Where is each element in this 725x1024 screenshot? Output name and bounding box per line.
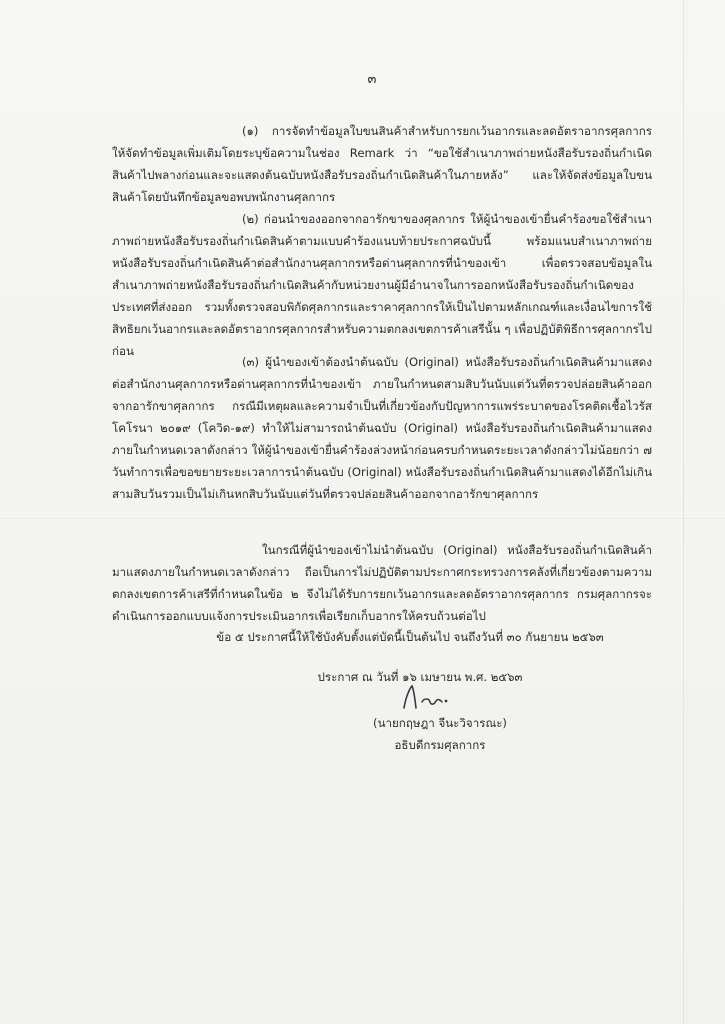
page-number: ๓ [367,72,377,87]
paper-fold-line [683,0,684,1024]
signer-name: (นายกฤษฎา จีนะวิจารณะ) [373,716,507,730]
paragraph-noncompliance: ในกรณีที่ผู้นำของเข้าไม่นำต้นฉบับ (Original) หนังสือรับรองถิ่นกำเนิดสินค้ามาแสดงภายในกำหนดเวลาดังกล่าว ถือเป็นการไม่ปฏิบัติตามประกาศกระทรวงการคลังที่เกี่ยวข้องตามความตกลงเขตการค้าเสรีที่กำหนดในข้อ ๒ จึงไม่ได้รับการยกเว้นอากรและลดอัตราอากรศุลกากร กรมศุลกากรจะดำเนินการออกแบบแจ้งการประเมินอากรเพื่อเรียกเก็บอากรให้ครบถ้วนต่อไป [112,543,652,623]
paragraph-clause-4-3: (๓) ผู้นำของเข้าต้องนำต้นฉบับ (Original) หนังสือรับรองถิ่นกำเนิดสินค้ามาแสดงต่อสำนักงานศุลกากรหรือด่านศุลกากรที่นำของเข้า ภายในกำหนดสามสิบวันนับแต่วันที่ตรวจปล่อยสินค้าออกจากอารักขาศุลกากร กรณีมีเหตุผลและความจำเป็นที่เกี่ยวข้องกับปัญหาการแพร่ระบาดของโรคติดเชื้อไวรัสโคโรนา ๒๐๑๙ (โควิด-๑๙) ทำให้ไม่สามารถนำต้นฉบับ (Original) หนังสือรับรองถิ่นกำเนิดสินค้ามาแสดงภายในกำหนดเวลาดังกล่าว ให้ผู้นำของเข้ายื่นคำร้องล่วงหน้าก่อนครบกำหนดระยะเวลาดังกล่าวไม่น้อยกว่า ๗ วันทำการเพื่อขอขยายระยะเวลาการนำต้นฉบับ (Original) หนังสือรับรองถิ่นกำเนิดสินค้ามาแสดงได้อีกไม่เกินสามสิบวันรวมเป็นไม่เกินหกสิบวันนับแต่วันที่ตรวจปล่อยสินค้าออกจากอารักขาศุลกากร [112,355,652,501]
paper-fold-line-horizontal [0,518,725,519]
signer-position: อธิบดีกรมศุลกากร [394,738,486,752]
paragraph-clause-4-2: (๒) ก่อนนำของออกจากอารักขาของศุลกากร ให้ผู้นำของเข้ายื่นคำร้องขอใช้สำเนาภาพถ่ายหนังสือรับรองถิ่นกำเนิดสินค้าตามแบบคำร้องแนบท้ายประกาศฉบับนี้ พร้อมแนบสำเนาภาพถ่ายหนังสือรับรองถิ่นกำเนิดสินค้าต่อสำนักงานศุลกากรหรือด่านศุลกากรที่นำของเข้า เพื่อตรวจสอบข้อมูลในสำเนาภาพถ่ายหนังสือรับรองถิ่นกำเนิดสินค้ากับหน่วยงานผู้มีอำนาจในการออกหนังสือรับรองถิ่นกำเนิดของประเทศที่ส่งออก รวมทั้งตรวจสอบพิกัดศุลกากรและราคาศุลกากรให้เป็นไปตามหลักเกณฑ์และเงื่อนไขการใช้สิทธิยกเว้นอากรและลดอัตราอากรศุลกากรสำหรับความตกลงเขตการค้าเสรีนั้น ๆ เพื่อปฏิบัติพิธีการศุลกากรไปก่อน [112,212,652,358]
announcement-date: ประกาศ ณ วันที่ ๑๖ เมษายน พ.ศ. ๒๕๖๓ [317,670,523,684]
paragraph-clause-4-1: (๑) การจัดทำข้อมูลใบขนสินค้าสำหรับการยกเว้นอากรและลดอัตราอากรศุลกากร ให้จัดทำข้อมูลเพิ่มเติมโดยระบุข้อความในช่อง Remark ว่า “ขอใช้สำเนาภาพถ่ายหนังสือรับรองถิ่นกำเนิดสินค้าไปพลางก่อนและจะแสดงต้นฉบับหนังสือรับรองถิ่นกำเนิดสินค้าในภายหลัง” และให้จัดส่งข้อมูลใบขนสินค้าโดยบันทึกข้อมูลขอพบพนักงานศุลกากร [112,124,652,204]
clause-5-effective-date: ข้อ ๕ ประกาศนี้ให้ใช้บังคับตั้งแต่บัดนี้เป็นต้นไป จนถึงวันที่ ๓๐ กันยายน ๒๕๖๓ [216,630,604,644]
